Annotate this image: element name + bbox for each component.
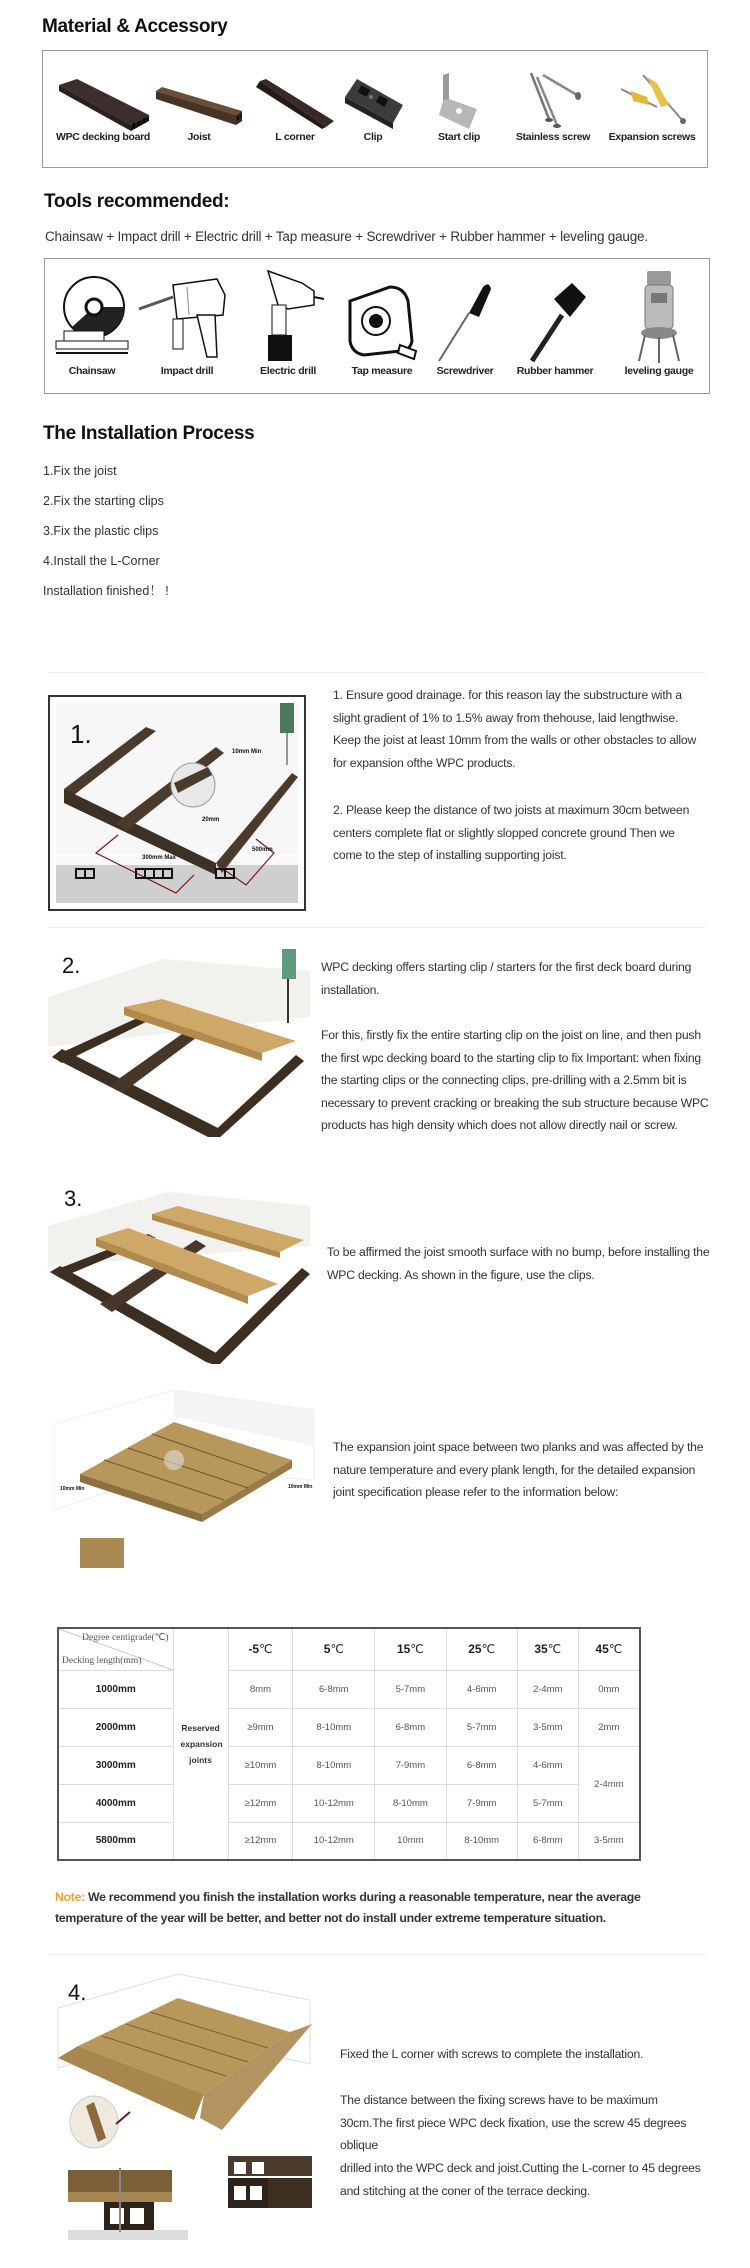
tape-measure-icon bbox=[344, 279, 420, 365]
process-finished: Installation finished！ ! bbox=[43, 584, 169, 598]
table-row: 2000mm ≥9mm 8-10mm 6-8mm 5-7mm 3-5mm 2mm bbox=[58, 1708, 640, 1746]
divider bbox=[48, 1954, 706, 1955]
table-row: 3000mm ≥10mm 8-10mm 7-9mm 6-8mm 4-6mm 2-4mm bbox=[58, 1746, 640, 1784]
step4-para2: The distance between the fixing screws have to be maximum 30cm.The first piece WPC deck fixation, use the screw 45 degrees oblique bbox=[340, 2093, 687, 2153]
divider bbox=[48, 672, 706, 673]
step4-para1: Fixed the L corner with screws to complete the installation. bbox=[340, 2047, 644, 2061]
clip-icon bbox=[337, 69, 409, 131]
rubber-hammer-icon bbox=[520, 279, 590, 365]
tools-summary: Chainsaw + Impact drill + Electric drill + Tap measure + Screwdriver + Rubber hammer + leveling gauge. bbox=[45, 229, 648, 244]
start-clip-icon bbox=[429, 69, 489, 131]
svg-text:20mm: 20mm bbox=[202, 817, 220, 823]
tool-item-rubber-hammer: Rubber hammer bbox=[509, 279, 601, 377]
process-step-list bbox=[43, 456, 169, 606]
expansion-spec-table bbox=[57, 1627, 641, 1861]
step1-para2: 2. Please keep the distance of two joists at maximum 30cm between centers complete flat or slightly slopped concrete ground Then we come to the step of installing supporting joist. bbox=[333, 803, 690, 863]
step1-para1: 1. Ensure good drainage. for this reason lay the substructure with a slight gradient of 1% to 1.5% away from thehouse, laid lengthwise. Keep the joist at least 10mm from the walls or other obstacles to allow for expansion ofthe WPC products. bbox=[333, 688, 697, 770]
tools-title: Tools recommended: bbox=[44, 191, 230, 212]
impact-drill-icon bbox=[137, 265, 237, 365]
note-label: Note: bbox=[55, 1890, 85, 1904]
joist-icon bbox=[154, 71, 244, 131]
tool-item-electric-drill: Electric drill bbox=[243, 265, 333, 377]
expansion-spec-table-wrap bbox=[57, 1627, 641, 1861]
table-row: 1000mm 8mm 6-8mm 5-7mm 4-6mm 2-4mm 0mm bbox=[58, 1670, 640, 1708]
material-panel bbox=[42, 50, 708, 168]
divider bbox=[48, 927, 706, 928]
material-item-stainless-screw: Stainless screw bbox=[503, 69, 603, 143]
step2-para2: For this, firstly fix the entire starting clip on the joist on line, and then push the first wpc decking board to the starting clip to fix Important: when fixing the starting clips or the connecting clips, pre-drilling with a 2.5mm bit is necessary to prevent cracking or breaking the sub structure because WPC products has high density which does not allow directly nail or screw. bbox=[321, 1028, 709, 1133]
expansion-image bbox=[54, 1390, 316, 1572]
step2-image bbox=[48, 937, 310, 1137]
process-title: The Installation Process bbox=[43, 423, 255, 444]
svg-text:300mm Max: 300mm Max bbox=[142, 855, 177, 861]
material-item-decking-board: WPC decking board bbox=[47, 71, 159, 143]
temp-header: 5℃ bbox=[293, 1628, 375, 1670]
expansion-para: The expansion joint space between two planks and was affected by the nature temperature and every plank length, for the detailed expansion joint specification please refer to the information below: bbox=[333, 1440, 704, 1500]
temp-header: 35℃ bbox=[517, 1628, 578, 1670]
table-corner-header: Degree centigrade(℃) Decking length(mm) bbox=[58, 1628, 173, 1670]
table-row: 4000mm ≥12mm 10-12mm 8-10mm 7-9mm 5-7mm bbox=[58, 1784, 640, 1822]
svg-text:500mm: 500mm bbox=[252, 847, 273, 853]
process-step-4: 4.Install the L-Corner bbox=[43, 554, 160, 568]
expansion-screws-icon bbox=[617, 69, 687, 131]
temp-header: 25℃ bbox=[446, 1628, 517, 1670]
material-item-joist: Joist bbox=[151, 71, 247, 143]
process-step-2: 2.Fix the starting clips bbox=[43, 494, 164, 508]
electric-drill-icon bbox=[248, 265, 328, 365]
step4-image bbox=[54, 1972, 316, 2242]
tool-item-leveling-gauge: leveling gauge bbox=[609, 265, 709, 377]
stainless-screw-icon bbox=[523, 69, 583, 131]
step1-number: 1. bbox=[70, 719, 92, 749]
note-text: We recommend you finish the installation works during a reasonable temperature, near the average temperature of the year will be better, and better not do install under extreme temperature situation. bbox=[55, 1890, 641, 1925]
tools-panel bbox=[44, 258, 710, 394]
material-item-clip: Clip bbox=[333, 69, 413, 143]
l-corner-icon bbox=[250, 71, 340, 131]
svg-text:10mm Min: 10mm Min bbox=[232, 749, 262, 755]
material-item-expansion-screws: Expansion screws bbox=[599, 69, 705, 143]
temp-header: 15℃ bbox=[375, 1628, 446, 1670]
material-item-start-clip: Start clip bbox=[419, 69, 499, 143]
table-row: 5800mm ≥12mm 10-12mm 10mm 8-10mm 6-8mm 3-5mm bbox=[58, 1822, 640, 1860]
tool-item-screwdriver: Screwdriver bbox=[425, 279, 505, 377]
decking-board-icon bbox=[53, 71, 153, 131]
material-title: Material & Accessory bbox=[42, 16, 228, 37]
svg-text:10mm Min: 10mm Min bbox=[60, 1486, 85, 1492]
note bbox=[55, 1887, 675, 1929]
screwdriver-icon bbox=[435, 279, 495, 365]
step4-para3: drilled into the WPC deck and joist.Cutting the L-corner to 45 degrees and stitching at the coner of the terrace decking. bbox=[340, 2161, 701, 2198]
step1-image bbox=[48, 695, 306, 911]
tool-item-chainsaw: Chainsaw bbox=[47, 265, 137, 377]
step2-para1: WPC decking offers starting clip / starters for the first deck board during installation. bbox=[321, 960, 692, 997]
temp-header: 45℃ bbox=[578, 1628, 640, 1670]
chainsaw-icon bbox=[52, 265, 132, 365]
tool-item-tape-measure: Tap measure bbox=[337, 279, 427, 377]
step3-image bbox=[48, 1176, 310, 1364]
step3-para1: To be affirmed the joist smooth surface with no bump, before installing the WPC decking. As shown in the figure, use the clips. bbox=[327, 1245, 710, 1282]
temp-header: -5℃ bbox=[228, 1628, 293, 1670]
step2-number: 2. bbox=[62, 953, 81, 978]
material-item-l-corner: L corner bbox=[247, 71, 343, 143]
step3-number: 3. bbox=[64, 1186, 83, 1211]
reserved-joints-label: Reserved expansion joints bbox=[173, 1628, 228, 1860]
step4-number: 4. bbox=[68, 1980, 87, 2005]
process-step-1: 1.Fix the joist bbox=[43, 464, 117, 478]
process-step-3: 3.Fix the plastic clips bbox=[43, 524, 159, 538]
tool-item-impact-drill: Impact drill bbox=[137, 265, 237, 377]
leveling-gauge-icon bbox=[629, 265, 689, 365]
svg-text:10mm Min: 10mm Min bbox=[288, 1484, 313, 1490]
